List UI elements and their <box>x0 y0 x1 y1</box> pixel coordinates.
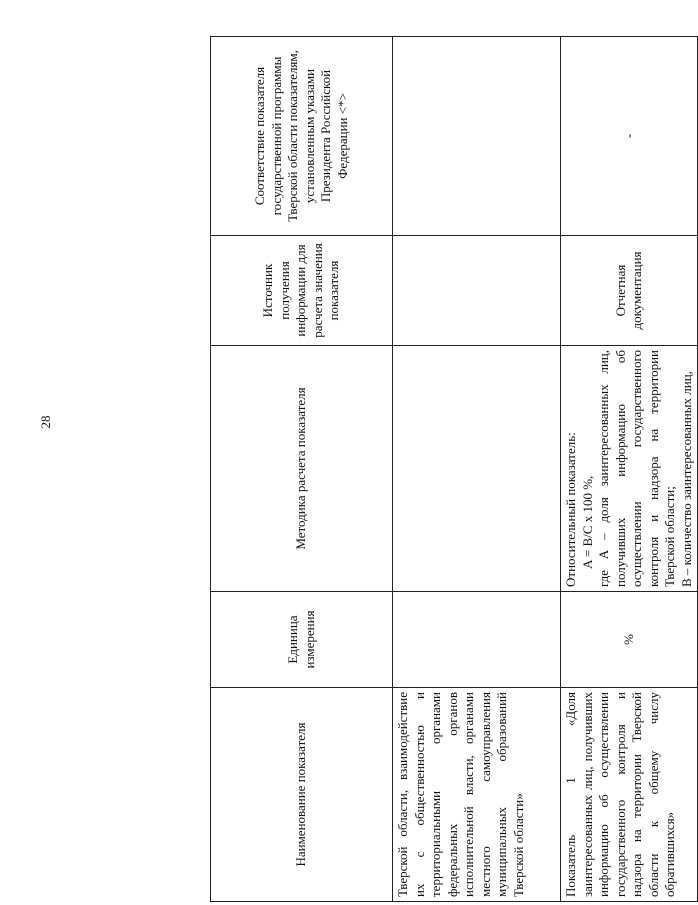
method-line: B – количество заинтересованных лиц, <box>678 371 694 587</box>
method-line: где A – доля заинтересованных лиц, получивших информацию об осуществлении государственного контроля и надзора на территории Тверской области; <box>596 350 677 587</box>
header-row <box>211 37 393 902</box>
header-unit: Единица измерения <box>211 592 393 688</box>
row2-unit: % <box>561 592 698 688</box>
row2-match: - <box>561 37 698 236</box>
table-row <box>393 37 561 902</box>
rotated-table-sheet <box>210 37 694 902</box>
table-row <box>561 37 698 902</box>
header-match: Соответствие показателя государственной программы Тверской области показателям, установленным указами Президента Российской Федерации <*> <box>211 37 393 236</box>
header-name: Наименование показателя <box>211 688 393 902</box>
row2-source: Отчетная документация <box>561 236 698 346</box>
method-line: Относительный показатель: <box>563 432 578 587</box>
header-method: Методика расчета показателя <box>211 346 393 592</box>
indicator-table <box>210 36 698 902</box>
page-number: 28 <box>38 415 53 429</box>
row1-method <box>393 346 561 592</box>
row1-source <box>393 236 561 346</box>
row1-name: Тверской области, взаимодействие их с общественностью и территориальными органами федеральных органов исполнительной власти, органами местного самоуправления муниципальных образований Тверской области» <box>393 688 561 902</box>
row1-match <box>393 37 561 236</box>
method-line: A = B/C x 100 %, <box>579 475 595 569</box>
header-source: Источник получения информации для расчета значения показателя <box>211 236 393 346</box>
row1-unit <box>393 592 561 688</box>
row2-name: Показатель 1 «Доля заинтересованных лиц, получивших информацию об осуществлении государственного контроля и надзора на территории Тверской области к общему числу обратившихся» <box>561 688 698 902</box>
row2-method <box>561 346 698 592</box>
